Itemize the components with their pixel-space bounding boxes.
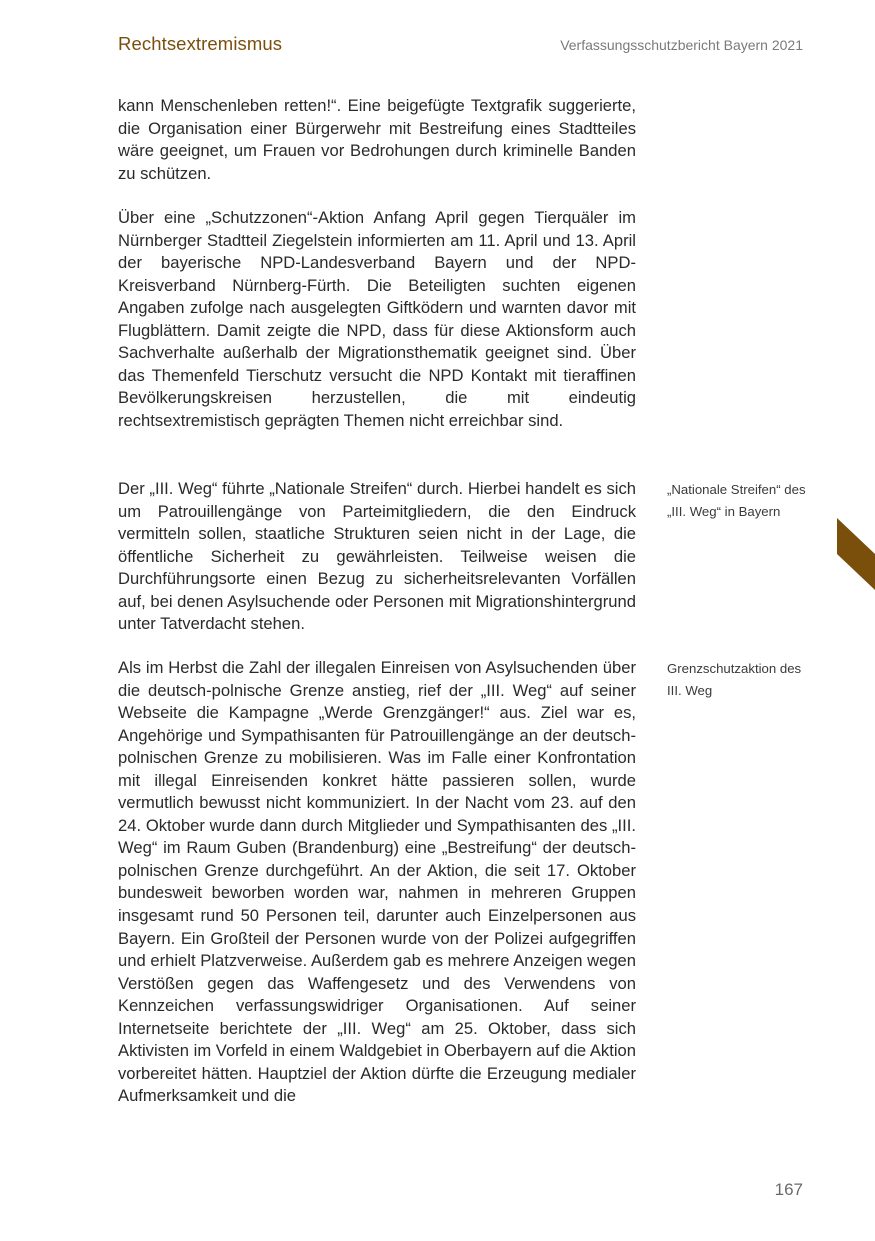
margin-note: Grenzschutzaktion des III. Weg: [667, 661, 802, 698]
section-title: Rechtsextremismus: [118, 33, 283, 54]
chapter-tab-marker: [837, 518, 875, 590]
paragraph: Der „III. Weg“ führte „Nationale Streifen“ durch. Hierbei handelt es sich um Patrouillengänge von Parteimitgliedern, die den Eindruck vermitteln sollen, staatliche Strukturen seien nicht in der Lage, die öffentliche Sicherheit zu gewährleisten. Teilweise weisen die Durchführungsorte einen Bezug zu sicherheitsrelevanten Vorfällen auf, bei denen Asylsuchende oder Personen mit Migrationshintergrund unter Tatverdacht stehen.: [118, 479, 636, 634]
chapter-tab-shape: [837, 518, 875, 590]
paragraph: Über eine „Schutzzonen“-Aktion Anfang April gegen Tierquäler im Nürnberger Stadtteil Ziegelstein informierten am 11. April und 13. April der bayerische NPD-Landesverband Bayern und der NPD-Kreisverband Nürnberg-Fürth. Die Beteiligten suchten eigenen Angaben zufolge nach ausgelegten Giftködern und warnten davor mit Flugblättern. Damit zeigte die NPD, dass für diese Aktionsform auch Sachverhalte außerhalb der Migrationsthematik geeignet sind. Über das Themenfeld Tierschutz versucht die NPD Kontakt mit tieraffinen Bevölkerungskreisen herzustellen, die mit eindeutig rechtsextremistisch geprägten Themen nicht erreichbar sind.: [118, 208, 636, 430]
paragraph: kann Menschenleben retten!“. Eine beigefügte Textgrafik suggerierte, die Organisation einer Bürgerwehr mit Bestreifung eines Stadtteiles wäre geeignet, um Frauen vor Bedrohungen durch kriminelle Banden zu schützen.: [118, 96, 636, 183]
paragraph: Als im Herbst die Zahl der illegalen Einreisen von Asylsuchenden über die deutsch-polnische Grenze anstieg, rief der „III. Weg“ auf seiner Webseite die Kampagne „Werde Grenzgänger!“ aus. Ziel war es, Angehörige und Sympathisanten für Patrouillengänge an der deutsch-polnischen Grenze zu mobilisieren. Was im Falle einer Konfrontation mit illegal Einreisenden konkret hätte passieren sollen, wurde vermutlich bewusst nicht kommuniziert. In der Nacht vom 23. auf den 24. Oktober wurde dann durch Mitglieder und Sympathisanten des „III. Weg“ im Raum Guben (Brandenburg) eine „Bestreifung“ der deutsch-polnischen Grenze durchgeführt. An der Aktion, die seit 17. Oktober bundesweit beworben worden war, nahmen in mehreren Gruppen insgesamt rund 50 Personen teil, darunter auch Einzelpersonen aus Bayern. Ein Großteil der Personen wurde von der Polizei aufgegriffen und erhielt Platzverweise. Außerdem gab es mehrere Anzeigen wegen Verstößen gegen das Waffengesetz und des Verwendens von Kennzeichen verfassungswidriger Organisationen. Auf seiner Internetseite berichtete der „III. Weg“ am 25. Oktober, dass sich Aktivisten im Vorfeld in einem Waldgebiet in Oberbayern auf die Aktion vorbereitet hätten. Hauptziel der Aktion dürfte die Erzeugung medialer Aufmerksamkeit und die: [118, 658, 636, 1106]
page-number: 167: [774, 1180, 803, 1199]
margin-note: „Nationale Streifen“ des „III. Weg“ in Bayern: [667, 482, 806, 519]
document-title: Verfassungsschutzbericht Bayern 2021: [560, 37, 803, 53]
